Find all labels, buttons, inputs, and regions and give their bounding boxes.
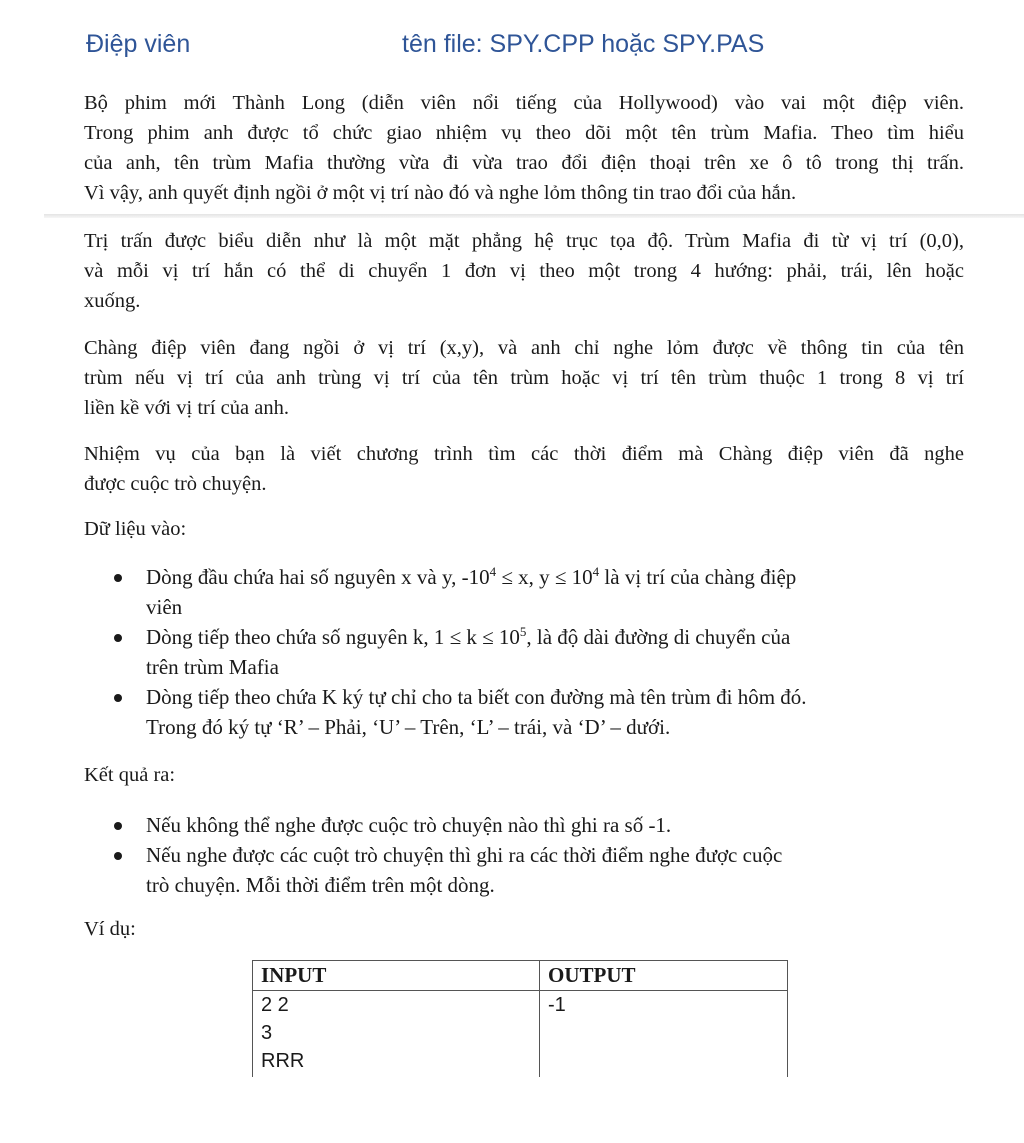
task-paragraph bbox=[84, 439, 964, 499]
exponent: 5 bbox=[519, 624, 527, 639]
bullet-icon bbox=[114, 852, 122, 860]
list-item bbox=[112, 840, 964, 900]
input-line: 2 2 bbox=[261, 994, 289, 1016]
table-row bbox=[253, 991, 788, 1078]
output-column-header: OUTPUT bbox=[540, 961, 788, 991]
bullet-icon bbox=[114, 822, 122, 830]
town-description-paragraph bbox=[84, 226, 964, 316]
bullet-line: Nếu không thể nghe được cuộc trò chuyện nào thì ghi ra số -1. bbox=[146, 813, 672, 837]
paragraph-line: xuống. bbox=[84, 290, 141, 312]
input-line: RRR bbox=[261, 1050, 305, 1072]
bullet-line: Dòng tiếp theo chứa K ký tự chỉ cho ta biết con đường mà tên trùm đi hôm đó. bbox=[146, 685, 807, 709]
paragraph-line: Nhiệm vụ của bạn là viết chương trình tìm các thời điểm mà Chàng điệp viên đã nghe bbox=[84, 443, 964, 465]
input-line: 3 bbox=[261, 1022, 273, 1044]
file-name-label: tên file: SPY.CPP hoặc SPY.PAS bbox=[402, 30, 765, 58]
bullet-icon bbox=[114, 574, 122, 582]
list-item bbox=[112, 682, 964, 742]
input-column-header: INPUT bbox=[253, 961, 540, 991]
list-item bbox=[112, 562, 964, 622]
document-header bbox=[86, 30, 984, 70]
problem-title: Điệp viên bbox=[86, 30, 191, 58]
bullet-icon bbox=[114, 694, 122, 702]
output-bullet-list bbox=[112, 810, 964, 900]
bullet-line: trò chuyện. Mỗi thời điểm trên một dòng. bbox=[146, 873, 495, 897]
bullet-line: Dòng đầu chứa hai số nguyên x và y, $-10^4 \le x$, $y \le 10^4$ là vị trí của chàng điệp bbox=[146, 564, 797, 589]
output-line: -1 bbox=[548, 994, 566, 1016]
intro-line: Bộ phim mới Thành Long (diễn viên nổi tiếng của Hollywood) vào vai một điệp viên. bbox=[84, 92, 964, 114]
spy-position-paragraph bbox=[84, 333, 964, 423]
bullet-line: Dòng tiếp theo chứa số nguyên k, $1 \le k \le 10^5$, là độ dài đường di chuyển của bbox=[146, 624, 791, 649]
example-heading: Ví dụ: bbox=[84, 918, 136, 940]
paragraph-line: Chàng điệp viên đang ngồi ở vị trí (x,y), và anh chỉ nghe lỏm được về thông tin của tên bbox=[84, 337, 964, 359]
intro-line: Trong phim anh được tổ chức giao nhiệm vụ theo dõi một tên trùm Mafia. Theo tìm hiểu bbox=[84, 122, 964, 144]
section-divider bbox=[44, 214, 1024, 218]
paragraph-line: Trị trấn được biểu diễn như là một mặt phẳng hệ trục tọa độ. Trùm Mafia đi từ vị trí (0,0), bbox=[84, 230, 964, 252]
paragraph-line: và mỗi vị trí hắn có thể di chuyển 1 đơn vị theo một trong 4 hướng: phải, trái, lên hoặc bbox=[84, 260, 964, 282]
exponent: 4 bbox=[592, 564, 600, 579]
input-cell bbox=[253, 991, 540, 1078]
exponent: 4 bbox=[489, 564, 497, 579]
example-table bbox=[252, 960, 788, 1077]
output-heading: Kết quả ra: bbox=[84, 764, 176, 786]
intro-line: Vì vậy, anh quyết định ngồi ở một vị trí nào đó và nghe lỏm thông tin trao đổi của hắn. bbox=[84, 182, 797, 204]
output-cell bbox=[540, 991, 788, 1078]
intro-paragraph bbox=[84, 88, 964, 208]
bullet-line: Nếu nghe được các cuột trò chuyện thì ghi ra các thời điểm nghe được cuộc bbox=[146, 843, 783, 867]
table-header-row bbox=[253, 961, 788, 991]
input-heading: Dữ liệu vào: bbox=[84, 518, 187, 540]
bullet-line: trên trùm Mafia bbox=[146, 655, 279, 679]
bullet-line: Trong đó ký tự ‘R’ – Phải, ‘U’ – Trên, ‘L’ – trái, và ‘D’ – dưới. bbox=[146, 715, 671, 739]
list-item bbox=[112, 622, 964, 682]
bullet-line: viên bbox=[146, 595, 183, 619]
intro-line: của anh, tên trùm Mafia thường vừa đi vừa trao đổi điện thoại trên xe ô tô trong thị trấn. bbox=[84, 152, 964, 174]
bullet-icon bbox=[114, 634, 122, 642]
paragraph-line: được cuộc trò chuyện. bbox=[84, 473, 267, 495]
list-item bbox=[112, 810, 964, 840]
input-bullet-list bbox=[112, 562, 964, 742]
paragraph-line: trùm nếu vị trí của anh trùng vị trí của tên trùm hoặc vị trí tên trùm thuộc 1 trong 8 vị trí bbox=[84, 367, 964, 389]
paragraph-line: liền kề với vị trí của anh. bbox=[84, 397, 289, 419]
